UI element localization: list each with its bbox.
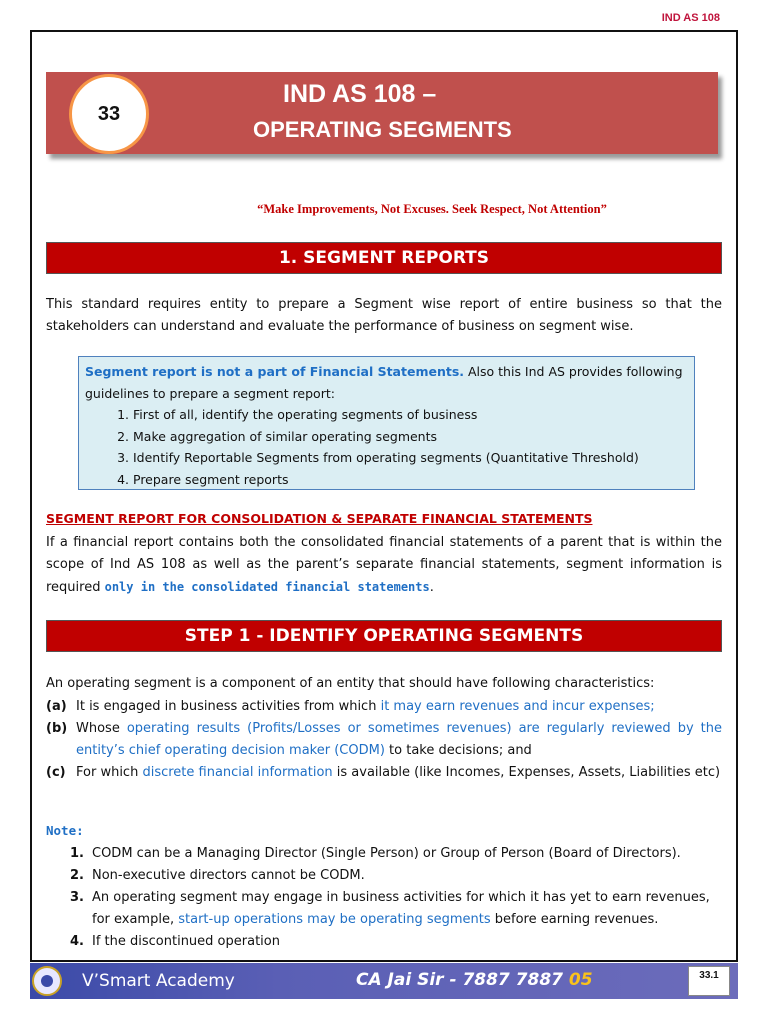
section-heading-step1: STEP 1 - IDENTIFY OPERATING SEGMENTS: [46, 620, 722, 652]
item-number: 1.: [70, 846, 84, 861]
chapter-title-line1: IND AS 108 –: [283, 80, 437, 108]
list-item: 4. Prepare segment reports: [133, 469, 688, 491]
item-text: Non-executive directors cannot be CODM.: [92, 868, 365, 883]
item-text: It is engaged in business activities from which: [76, 699, 381, 714]
consolidation-highlight: only in the consolidated financial statements: [104, 580, 430, 594]
list-item: [46, 887, 722, 931]
item-text: An operating segment may engage in business activities for which it has yet to earn revenues, for example,: [92, 890, 710, 927]
chapter-number: 33: [69, 74, 149, 154]
item-number: 2.: [70, 868, 84, 883]
list-item: [46, 762, 722, 784]
item-text-end: to take decisions; and: [384, 743, 532, 758]
section-heading-segment-reports: 1. SEGMENT REPORTS: [46, 242, 722, 274]
item-text: CODM can be a Managing Director (Single Person) or Group of Person (Board of Directors).: [92, 846, 681, 861]
item-text: Whose: [76, 721, 127, 736]
footer-academy-name: V’Smart Academy: [82, 971, 235, 991]
list-item: [46, 843, 722, 865]
footer-contact-text: CA Jai Sir - 7887 7887: [356, 970, 569, 990]
consolidation-end: .: [429, 580, 434, 595]
note-label: Note:: [46, 823, 84, 838]
list-item: [46, 696, 722, 718]
quote: “Make Improvements, Not Excuses. Seek Respect, Not Attention”: [257, 202, 607, 216]
item-highlight: start-up operations may be operating segments: [178, 912, 491, 927]
footer-contact-highlight: 05: [568, 970, 593, 990]
step1-intro: An operating segment is a component of an entity that should have following characteristics:: [46, 676, 655, 691]
item-label: (a): [46, 699, 67, 714]
list-item: 3. Identify Reportable Segments from operating segments (Quantitative Threshold): [133, 447, 688, 469]
item-text: For which: [76, 765, 143, 780]
characteristics-list: [46, 696, 722, 784]
item-text: If the discontinued operation: [92, 934, 280, 949]
segment-reports-intro: This standard requires entity to prepare a Segment wise report of entire business so that the stakeholders can understand and evaluate the performance of business on segment wise.: [46, 297, 722, 334]
guidelines-lead: Segment report is not a part of Financial Statements.: [85, 364, 465, 379]
page-frame: [30, 30, 738, 962]
guidelines-list: [85, 404, 688, 490]
item-label: (c): [46, 765, 66, 780]
guidelines-intro: [85, 361, 688, 404]
item-label: (b): [46, 721, 68, 736]
list-item: 2. Make aggregation of similar operating segments: [133, 426, 688, 448]
chapter-title-line2: OPERATING SEGMENTS: [253, 117, 512, 142]
list-item: [46, 865, 722, 887]
header-tag: IND AS 108: [661, 12, 720, 24]
item-highlight: operating results (Profits/Losses or sometimes revenues) are regularly reviewed by the entity’s chief operating decision maker (CODM): [76, 721, 722, 758]
list-item: 1. First of all, identify the operating segments of business: [133, 404, 688, 426]
item-number: 3.: [70, 890, 84, 905]
consolidation-heading: SEGMENT REPORT FOR CONSOLIDATION & SEPARATE FINANCIAL STATEMENTS: [46, 511, 593, 526]
consolidation-text: [46, 532, 722, 599]
item-text-end: is available (like Incomes, Expenses, Assets, Liabilities etc): [332, 765, 721, 780]
page-number: 33.1: [688, 966, 730, 996]
academy-logo-icon: [32, 966, 62, 996]
guidelines-rest: Also this Ind AS provides following guidelines to prepare a segment report:: [85, 364, 683, 401]
notes-list: [46, 843, 722, 953]
consolidation-body: If a financial report contains both the consolidated financial statements of a parent that is within the scope of Ind AS 108 as well as the parent’s separate financial statements, segment information is required: [46, 535, 722, 595]
item-highlight: discrete financial information: [142, 765, 333, 780]
item-number: 4.: [70, 934, 84, 949]
item-highlight: it may earn revenues and incur expenses;: [380, 699, 655, 714]
list-item: [46, 931, 722, 953]
item-text-end: before earning revenues.: [490, 912, 659, 927]
guidelines-box: [78, 356, 695, 490]
footer-contact: [356, 970, 593, 990]
list-item: [46, 718, 722, 762]
